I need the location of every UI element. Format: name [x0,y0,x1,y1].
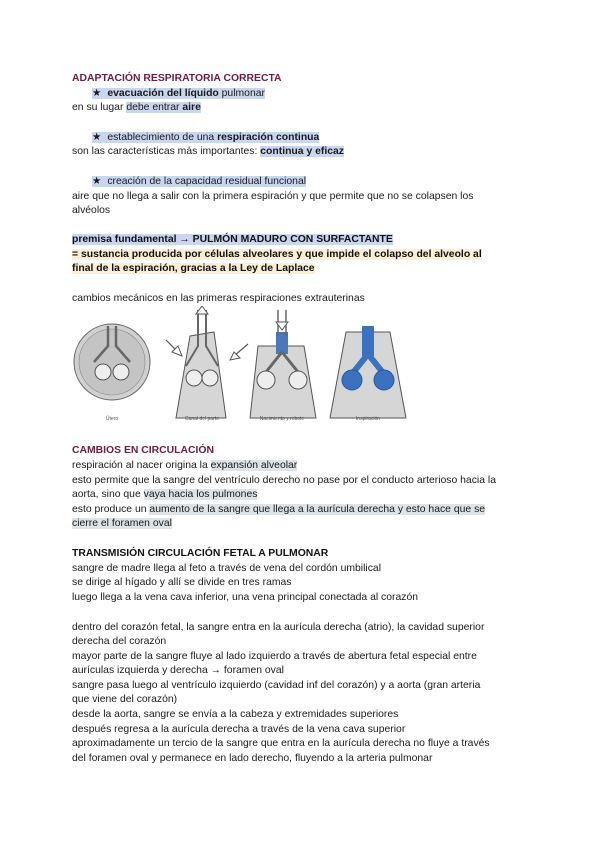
caption-nacimiento: Nacimiento y rebote [259,416,305,422]
circ-line-3 [72,488,257,502]
circ-line-5 [72,517,172,531]
line-caracteristicas [72,145,344,159]
bullet-respiracion [92,130,319,145]
trans-line: mayor parte de la sangre fluye al lado izquierdo a través de abertura fetal especial entre [72,651,477,662]
text: respiración al nacer origina la [72,460,211,471]
circ-line-2: esto permite que la sangre del ventrículo derecho no pase por el conducto arterioso hacia la [72,475,496,486]
caption-inspiracion: Inspiración [355,416,381,422]
star-icon: ★ [92,131,102,143]
text-hl: aumento de la sangre que llega a la aurícula derecha y esto hace que se [149,504,486,515]
bullet-rest: pulmonar [218,88,265,99]
trans-line: sangre de madre llega al feto a través de vena del cordón umbilical [72,563,382,574]
text-hl: debe entrar [126,102,183,113]
panel-utero [74,324,150,400]
circ-line-4 [72,503,485,517]
trans-line: aurículas izquierda y derecha → foramen oval [72,665,284,676]
line-espiracion-1: aire que no llega a salir con la primera espiración y que permite que no se colapsen los [72,191,474,202]
premisa-line [72,233,393,247]
trans-line: luego llega a la vena cava inferior, una vena principal conectada al corazón [72,592,419,603]
text-bold-hl: continua y eficaz [260,146,344,157]
caption-canal: Canal del parto [185,416,219,422]
text: aorta, sino que [72,489,144,500]
trans-line: que viene del corazón) [72,694,178,705]
section-title-adaptacion: ADAPTACIÓN RESPIRATORIA CORRECTA [72,73,282,84]
trans-line: derecha del corazón [72,636,167,647]
bullet-capacidad [92,174,306,189]
trans-line: sangre pasa luego al ventrículo izquierdo (cavidad inf del corazón) y a aorta (gran arteria [72,680,481,691]
star-icon: ★ [92,87,102,99]
line-espiracion-2: alvéolos [72,205,111,216]
circ-line-1 [72,459,297,473]
line-cambios-mecanicos: cambios mecánicos en las primeras respiraciones extrauterinas [72,293,365,304]
trans-line: desde la aorta, sangre se envía a la cabeza y extremidades superiores [72,709,399,720]
bullet-evacuacion [92,86,265,101]
bullet-bold: evacuación del líquido [107,88,219,99]
text: son las características más importantes: [72,146,261,157]
surf-text-1: = sustancia producida por células alveolares y que impide el colapso del alveolo al [72,249,482,260]
bullet-bold: respiración continua [217,132,320,143]
text: esto produce un [72,504,150,515]
caption-utero: Útero [105,416,119,422]
surfactante-line-2 [72,262,315,276]
text-hl: vaya hacia los pulmones [143,489,258,500]
trans-line: después regresa a la aurícula derecha a través de la vena cava superior [72,724,406,735]
lung-figure [72,306,452,428]
text-hl: cierre el foramen oval [72,518,172,529]
premisa-text: premisa fundamental → PULMÓN MADURO CON SURFACTANTE [72,234,393,245]
panel-canal-del-parto [176,306,226,418]
text: en su lugar [72,102,127,113]
line-aire [72,101,201,115]
trans-line: aproximadamente un tercio de la sangre que entra en la aurícula derecha no fluye a través [72,738,490,749]
text-hl: expansión alveolar [210,460,298,471]
surf-text-2: final de la espiración, gracias a la Ley de Laplace [72,263,315,274]
text-bold: aire [182,102,201,113]
section-title-transmision: TRANSMISIÓN CIRCULACIÓN FETAL A PULMONAR [72,548,329,559]
panel-nacimiento [250,310,316,418]
panel-inspiracion [330,326,406,418]
bullet-text: creación de la capacidad residual funcional [107,176,307,187]
bullet-pre: establecimiento de una [107,132,218,143]
arrow-1-icon [166,340,182,356]
trans-line: del foramen oval y permanece en lado derecho, fluyendo a la arteria pulmonar [72,753,433,764]
trans-line: se dirige al hígado y allí se divide en tres ramas [72,577,292,588]
surfactante-line-1 [72,248,482,262]
star-icon: ★ [92,175,102,187]
arrow-2-icon [230,344,248,360]
trans-line: dentro del corazón fetal, la sangre entra en la aurícula derecha (atrio), la cavidad superior [72,622,485,633]
section-title-circulacion: CAMBIOS EN CIRCULACIÓN [72,445,215,456]
